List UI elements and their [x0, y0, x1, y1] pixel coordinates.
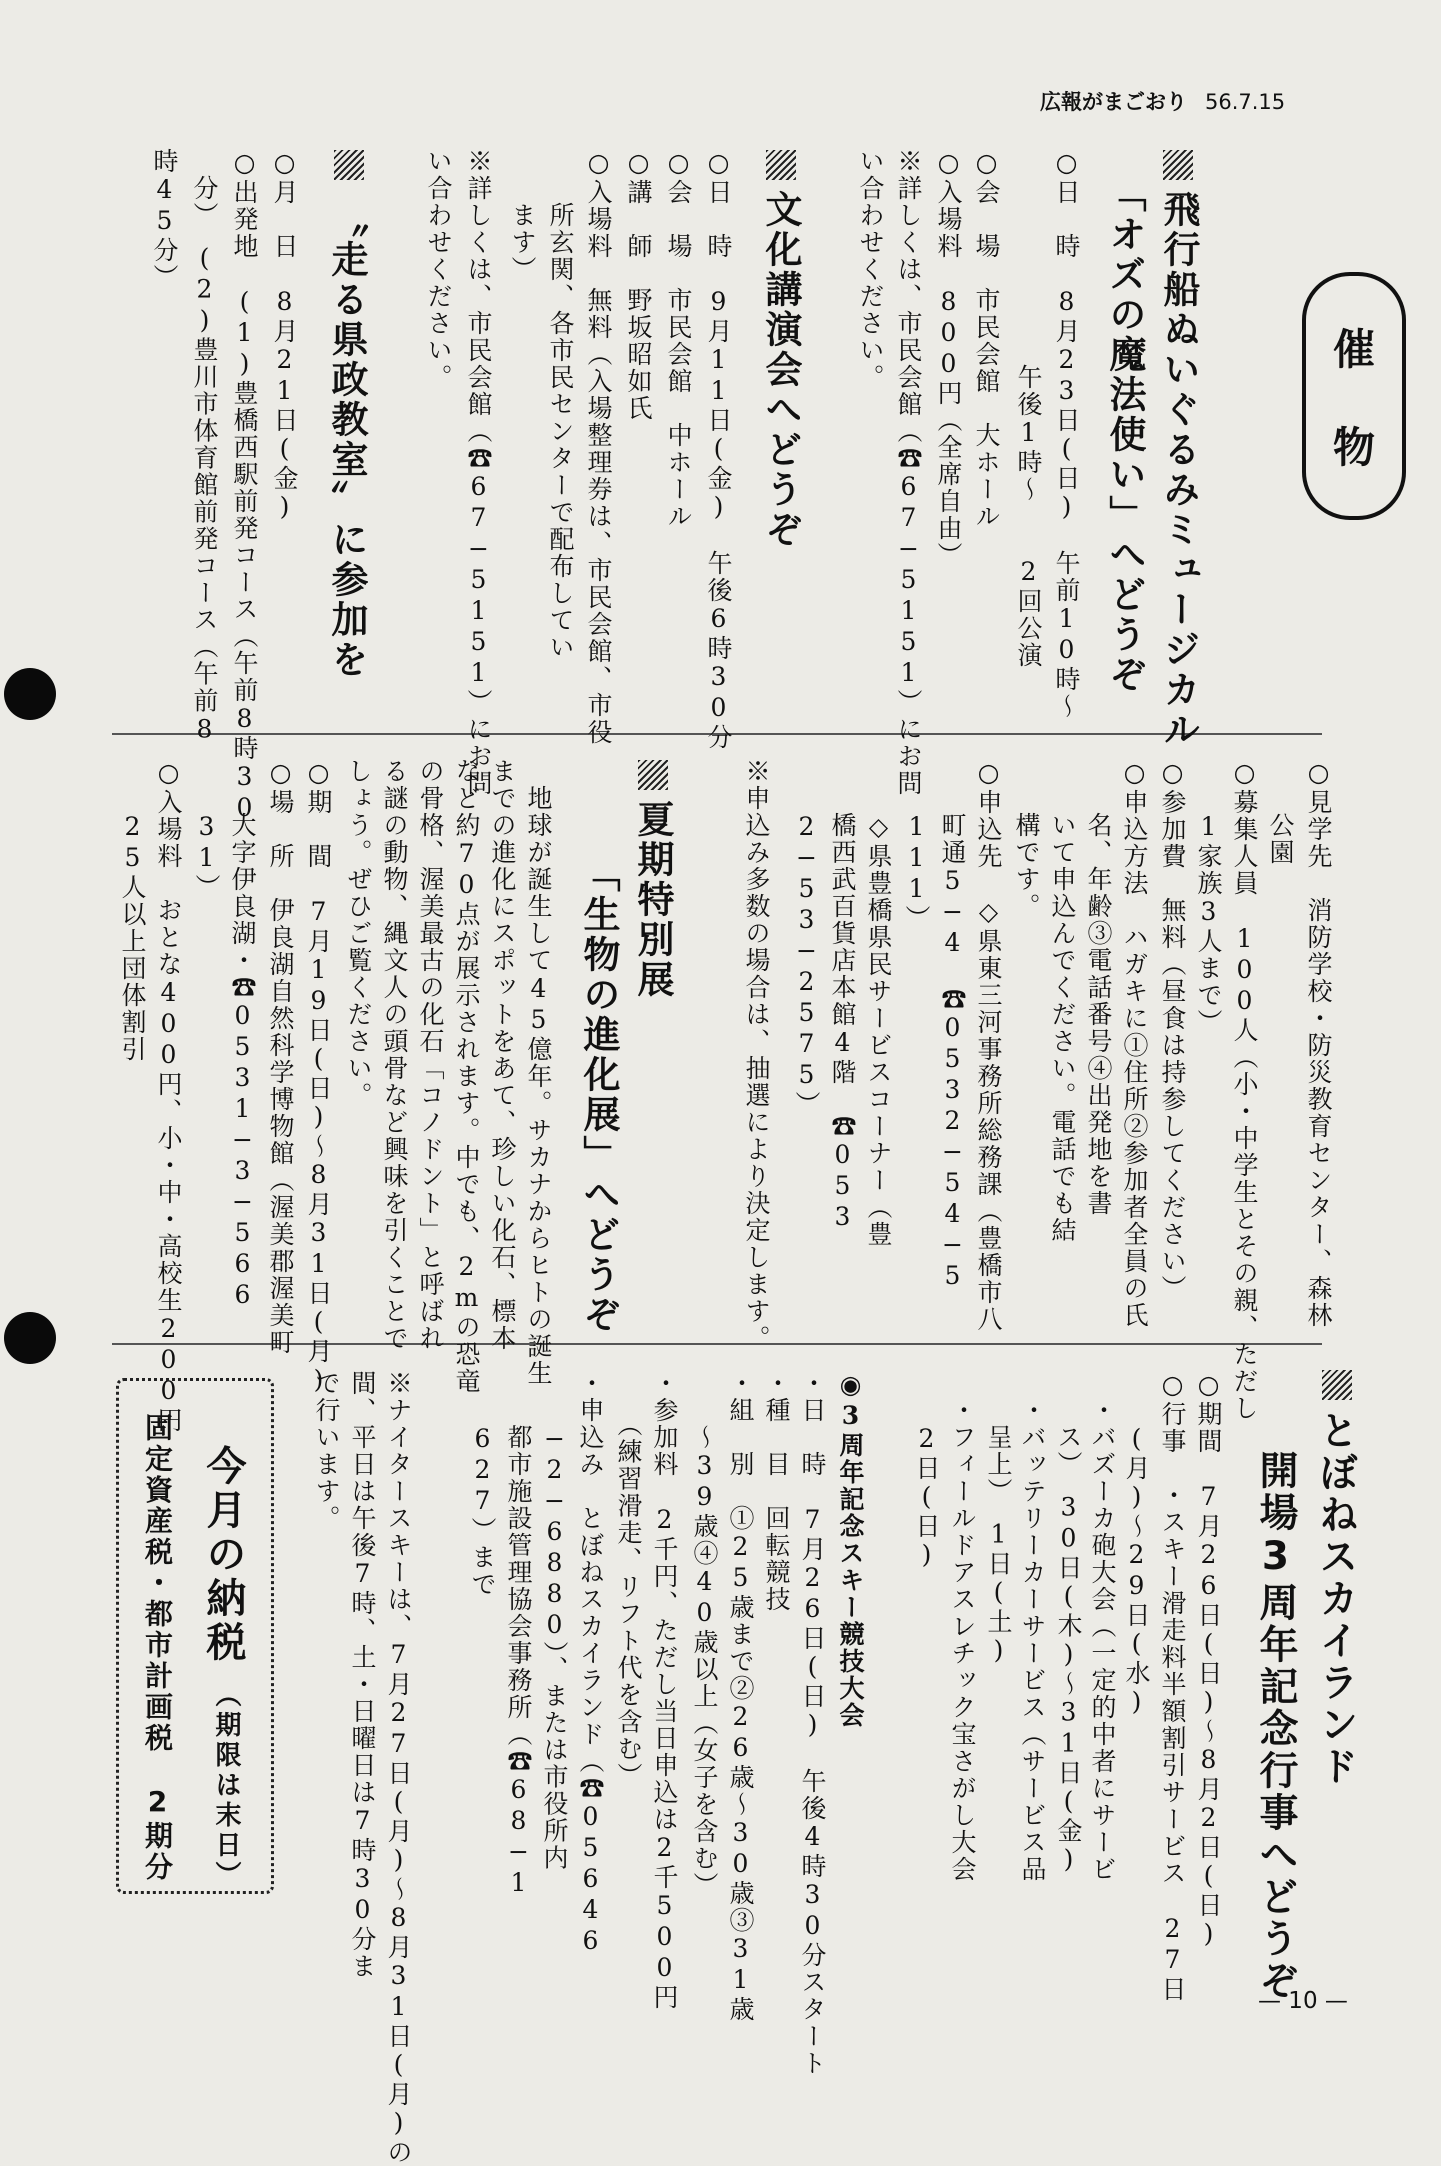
- section-marker: [1163, 150, 1193, 180]
- event-line: ※ナイタースキーは、7月27日(月)〜8月31日(月)の: [384, 1370, 413, 2166]
- event-line: 分） (2)豊川市体育館前発コース（午前8: [190, 148, 219, 746]
- event-line: ○会 場 市民会館 大ホール: [972, 148, 1001, 530]
- issue-date: 56.7.15: [1205, 90, 1286, 114]
- event-line: 所玄関、各市民センターで配布してい: [546, 148, 575, 661]
- section-marker: [766, 150, 796, 180]
- event-line: ・種 目 回転競技: [762, 1370, 791, 1613]
- event-line: ○行事 ・スキー滑走料半額割引サービス 27日: [1158, 1370, 1187, 2003]
- event-line: ・バッテリーカーサービス（サービス品: [1018, 1370, 1047, 1883]
- badge-char: 物: [1332, 423, 1375, 472]
- event-line: 111）: [902, 758, 931, 932]
- section-title: 夏期特別展: [631, 800, 674, 1000]
- newsletter-title: 広報がまごおり: [1040, 90, 1187, 114]
- event-line: ○講 師 野坂昭如氏: [624, 148, 653, 422]
- event-line: い合わせください。: [856, 148, 885, 391]
- event-line: ○申込先 ◇県東三河事務所総務課（豊橋市八: [974, 758, 1003, 1333]
- event-line: 大字伊良湖・☎0531−3−566: [228, 758, 257, 1311]
- event-line: など約70点が展示されます。中でも、2mの恐竜: [452, 758, 481, 1395]
- event-line: ○日 時 9月11日(金) 午後6時30分: [704, 148, 733, 751]
- event-line: ※申込み多数の場合は、抽選により決定します。: [742, 758, 771, 1352]
- event-line: 〜39歳④40歳以上（女子を含む）: [690, 1370, 719, 1899]
- event-line: 2日(日): [912, 1370, 941, 1571]
- event-line: までの進化にスポットをあて、珍しい化石、標本: [488, 758, 517, 1352]
- event-line: で行います。: [312, 1370, 341, 1532]
- event-line: ○申込方法 ハガキに①住所②参加者全員の氏: [1120, 758, 1149, 1329]
- section-title: とぼねスカイランド: [1313, 1410, 1358, 1788]
- badge-char: 催: [1332, 325, 1375, 374]
- event-line: しょう。ぜひご覧ください。: [344, 758, 373, 1109]
- event-line: ○期 間 7月19日(日)〜8月31日(月): [304, 758, 333, 1396]
- event-line: ・参加料 2千円、ただし当日申込は2千500円: [650, 1370, 679, 2011]
- event-line: ○期間 7月26日(日)〜8月2日(日): [1194, 1370, 1223, 1950]
- event-line: ・組 別 ①25歳まで②26歳〜30歳③31歳: [726, 1370, 755, 2023]
- event-line: 31）: [192, 758, 221, 901]
- event-line: 都市施設管理協会事務所（☎68−1: [504, 1370, 533, 1899]
- event-line: ○入場料 無料（入場整理券は、市民会館、市役: [584, 148, 613, 746]
- event-line: (月)〜29日(水): [1122, 1370, 1151, 1718]
- event-line: ・日 時 7月26日(日) 午後4時30分スタート: [798, 1370, 827, 2077]
- event-line: ○出発地 (1)豊橋西駅前発コース（午前8時30: [230, 148, 259, 824]
- section-marker: [1322, 1370, 1352, 1400]
- event-line: ○入場料 800円（全席自由）: [934, 148, 963, 569]
- event-line: ○会 場 市民会館 中ホール: [664, 148, 693, 530]
- punch-hole: [4, 668, 56, 720]
- event-line: ○月 日 8月21日(金): [270, 148, 299, 523]
- event-line: 名、年齢③電話番号④出発地を書: [1084, 758, 1113, 1217]
- section-subtitle: 「オズの魔法使い」へどうぞ: [1103, 175, 1146, 695]
- event-line: 時45分）: [150, 148, 179, 291]
- event-line: い合わせください。: [424, 148, 453, 391]
- event-line: 公園: [1266, 758, 1295, 866]
- event-line: 呈上） 1日(土): [984, 1370, 1013, 1667]
- event-line: （練習滑走、リフト代を含む）: [614, 1370, 643, 1790]
- event-line: ○募集人員 100人（小・中学生とその親、ただし: [1230, 758, 1259, 1422]
- event-line: ※詳しくは、市民会館（☎67−5151）にお問: [464, 148, 493, 797]
- section-marker: [334, 150, 364, 180]
- page-number: — 10 —: [1258, 1988, 1348, 2014]
- event-line: 627）まで: [468, 1370, 497, 1598]
- subsection-title: ◉3周年記念スキー競技大会: [836, 1370, 865, 1729]
- punch-hole: [4, 1312, 56, 1364]
- event-line: ※詳しくは、市民会館（☎67−5151）にお問: [894, 148, 923, 797]
- event-line: ○日 時 8月23日(日) 午前10時〜: [1052, 148, 1081, 720]
- event-line: ・フィールドアスレチック宝さがし大会: [948, 1370, 977, 1883]
- section-title: 〝走る県政教室〟に参加を: [325, 200, 368, 680]
- event-line: 町通5−4 ☎0532−54−5: [938, 758, 967, 1292]
- tax-deadline-note: （期限は末日）: [211, 1681, 241, 1891]
- section-marker: [638, 760, 668, 790]
- event-line: ・申込み とぼねスカイランド（☎05646: [576, 1370, 605, 1957]
- event-line: ・バズーカ砲大会（一定的中者にサービ: [1088, 1370, 1117, 1883]
- event-line: 午後1時〜 2回公演: [1014, 148, 1043, 669]
- event-line: 2−53−2575）: [792, 758, 821, 1118]
- event-line: ○場 所 伊良湖自然科学博物館（渥美郡渥美町: [266, 758, 295, 1356]
- section-title: 文化講演会へどうぞ: [759, 190, 802, 550]
- tax-notice-box: [116, 1378, 274, 1894]
- page-header: [1040, 86, 1285, 116]
- event-line: いて申込んでください。電話でも結: [1048, 758, 1077, 1244]
- section-title: 飛行船ぬいぐるみミュージカル: [1157, 190, 1200, 750]
- section-subtitle: 「生物の進化展」へどうぞ: [577, 855, 620, 1335]
- event-line: 25人以上団体割引: [118, 758, 147, 1063]
- category-badge: [1302, 272, 1406, 520]
- event-line: ス） 30日(木)〜31日(金): [1054, 1370, 1083, 1876]
- event-line: ◇県豊橋県民サービスコーナー（豊: [864, 758, 893, 1248]
- event-line: 1家族3人まで）: [1194, 758, 1223, 1036]
- event-line: の骨格、渥美最古の化石「コノドント」と呼ばれ: [416, 758, 445, 1352]
- event-line: 間、平日は午後7時、土・日曜日は7時30分ま: [348, 1370, 377, 1980]
- tax-title: 今月の納税: [200, 1445, 246, 1665]
- event-line: 地球が誕生して45億年。サカナからヒトの誕生: [524, 758, 553, 1387]
- event-line: ます）: [508, 148, 537, 283]
- section-subtitle: 開場3周年記念行事へどうぞ: [1253, 1450, 1298, 2002]
- event-line: ○入場料 おとな400円、小・中・高校生200円: [154, 758, 183, 1434]
- event-line: 構です。: [1012, 758, 1041, 920]
- event-line: 橋西武百貨店本館4階 ☎053: [828, 758, 857, 1233]
- event-line: る謎の動物、縄文人の頭骨など興味を引くことで: [380, 758, 409, 1352]
- event-line: ○参加費 無料（昼食は持参してください）: [1158, 758, 1187, 1302]
- event-line: −2−6880）、または市役所内: [540, 1370, 569, 1872]
- event-line: ○見学先 消防学校・防災教育センター、森林: [1304, 758, 1333, 1329]
- tax-detail: 固定資産税・都市計画税 2期分: [141, 1413, 174, 1883]
